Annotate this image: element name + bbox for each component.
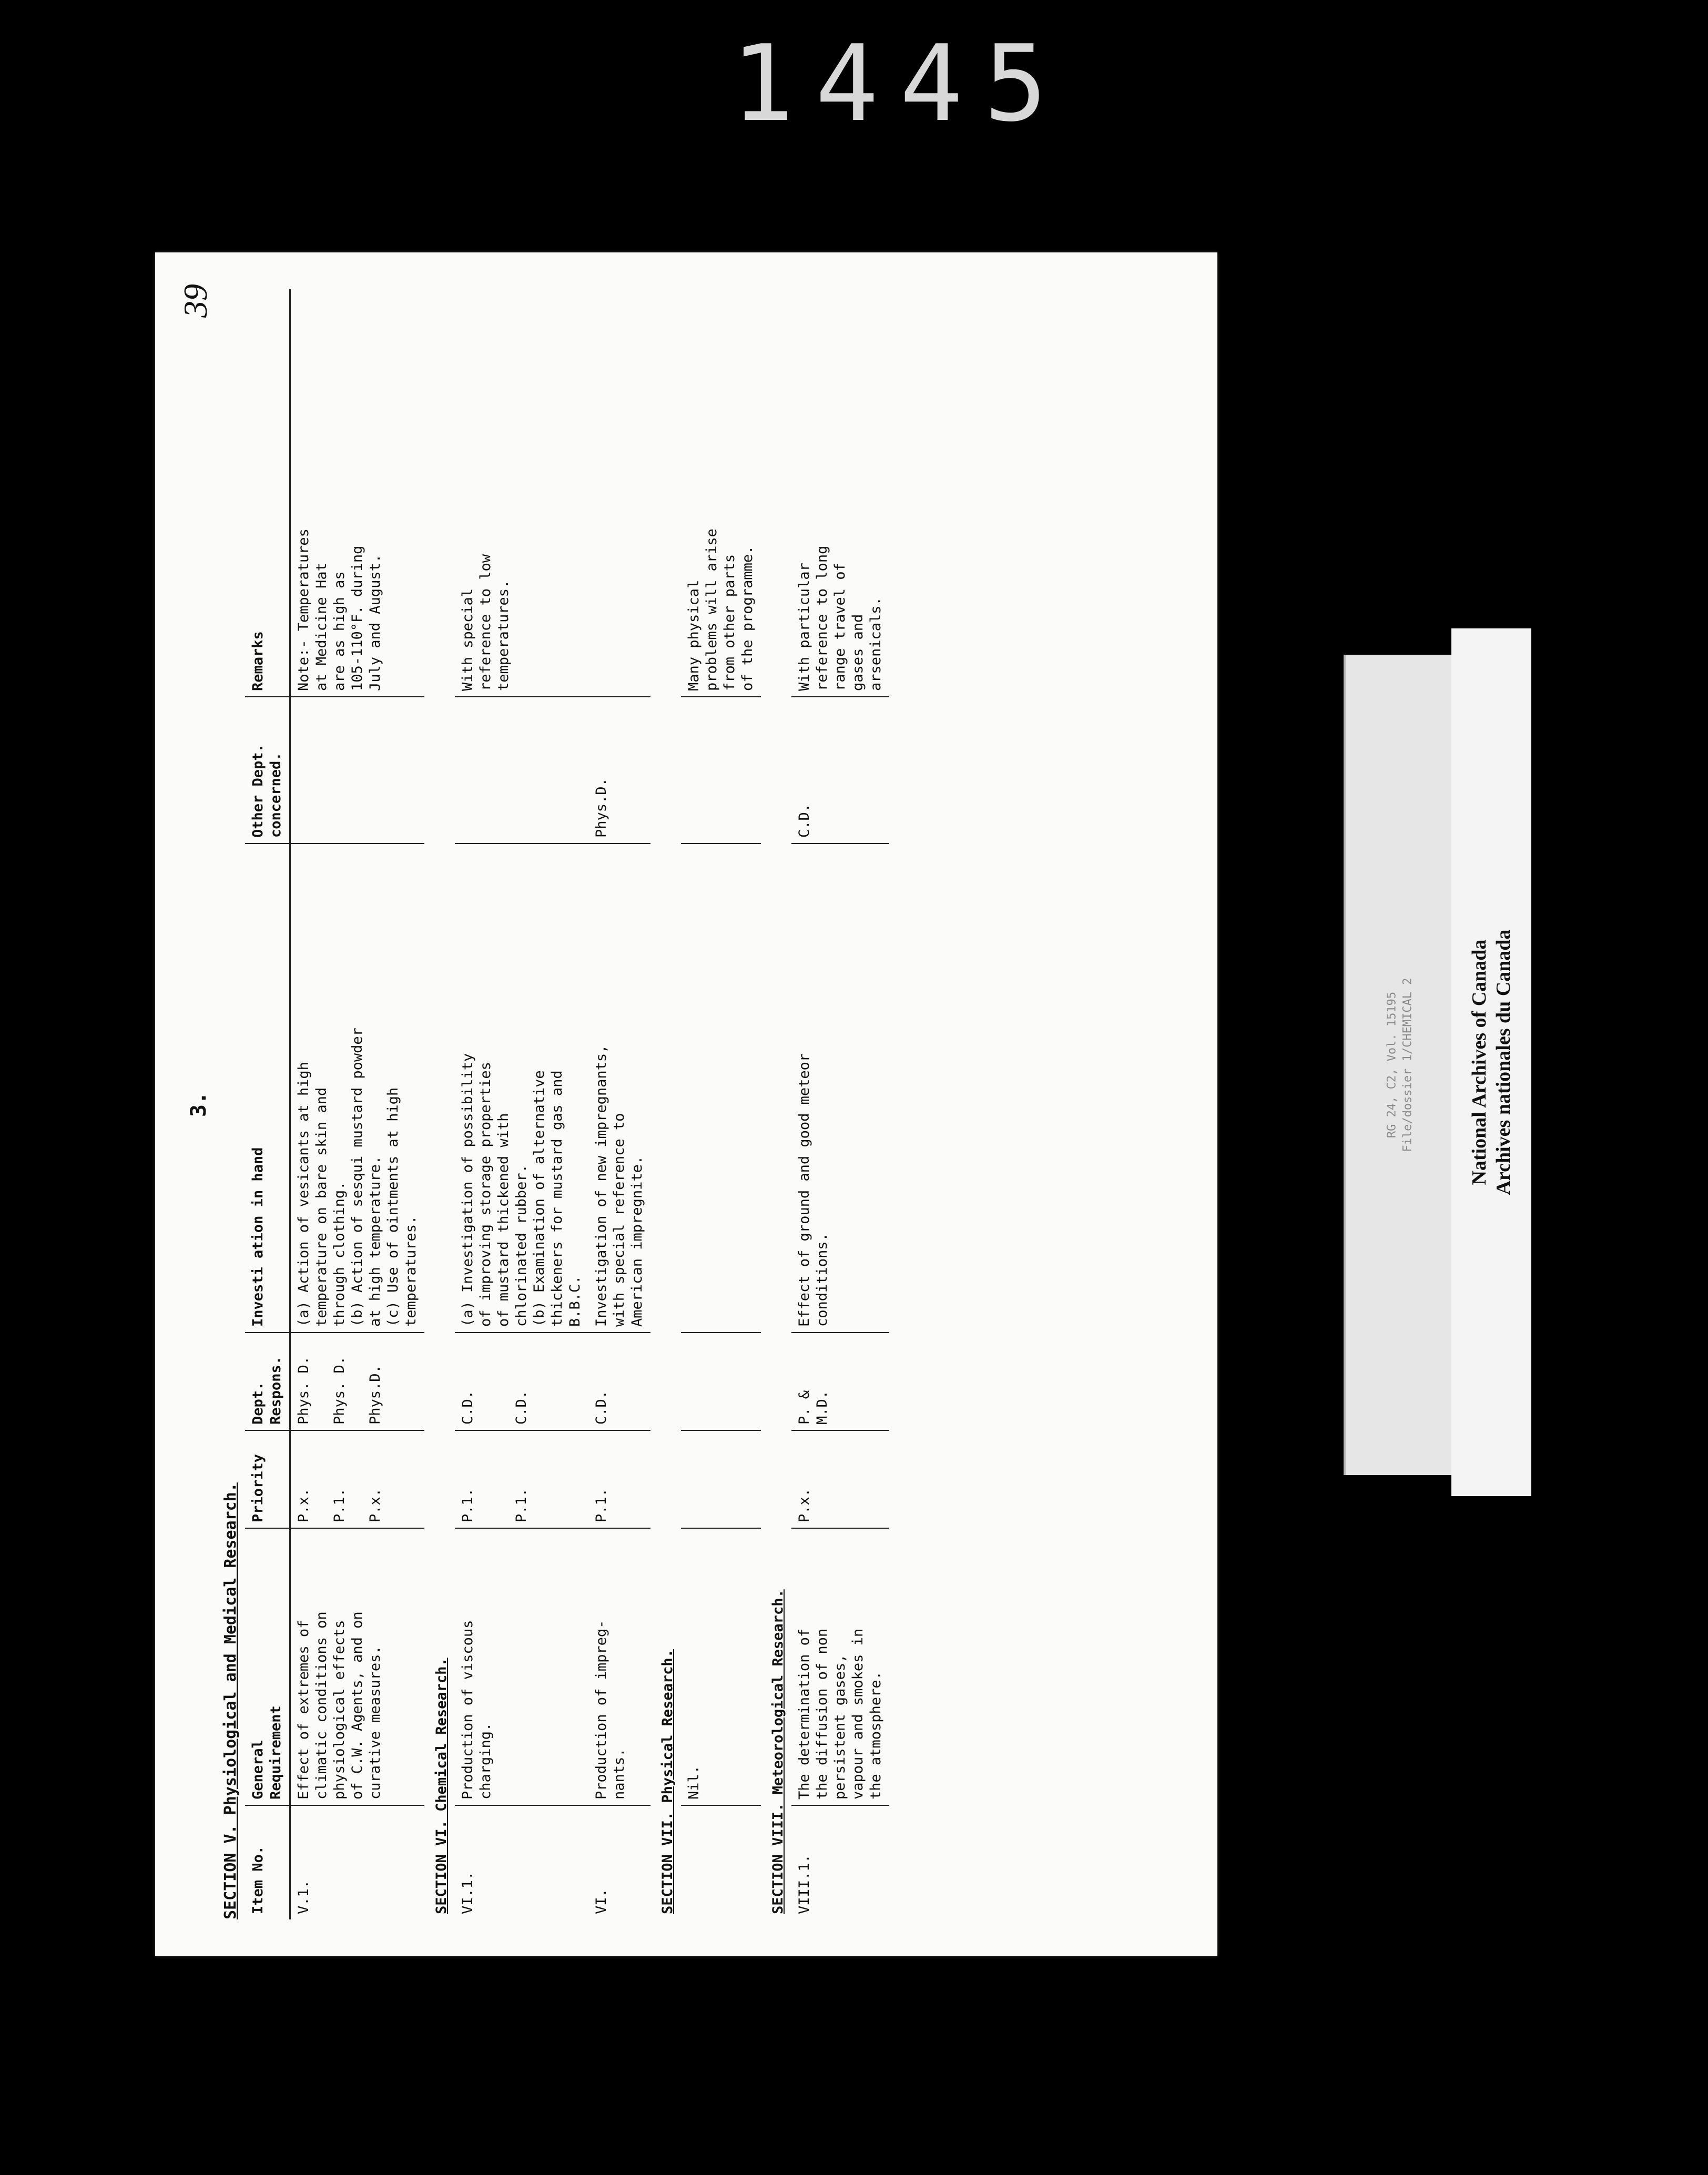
cell-priority: P.x. [791,1430,889,1528]
table-row [588,289,650,1919]
section-row [650,289,681,1919]
table-row [455,289,588,1919]
cell-priority: P.1. [588,1430,650,1528]
cell-priority: P.1. P.1. [455,1430,588,1528]
cell-dept: C.D. C.D. [455,1333,588,1430]
section-title: SECTION V. Physiological and Medical Research. [221,1482,240,1919]
table-row [791,289,889,1919]
cell-dept: C.D. [588,1333,650,1430]
cell-investigation: (a) Investigation of possibility of improving storage properties of mustard thickened with chlorinated rubber. (b) Examination of alternative thickeners for mustard gas and B.B.C. [455,843,588,1333]
archive-reference-strip [1344,655,1453,1475]
archive-name-french: Archives nationales du Canada [1492,929,1514,1195]
header-other-dept: Other Dept. concerned. [245,697,290,843]
section-title: SECTION VII. Physical Research. [659,1649,676,1914]
cell-requirement: The determination of the diffusion of non persistent gases, vapour and smokes in the atmosphere. [791,1528,889,1805]
cell-item: VIII.1. [791,1805,889,1919]
page-number: 3. [187,1091,211,1117]
archive-strip-line-1: RG 24, C2, Vol. 15195 [1385,991,1398,1139]
cell-item [681,1805,761,1919]
cell-requirement: Production of impreg- nants. [588,1528,650,1805]
cell-remarks: Note:- Temperatures at Medicine Hat are as high as 105-110°F. during July and August. [296,528,383,691]
header-investigation: Investi ation in hand [245,843,290,1333]
cell-investigation [681,843,761,1333]
research-program-table [245,289,889,1919]
document-page [155,252,1217,1956]
table-row [681,289,761,1919]
frame-number: 1445 [731,23,1069,145]
header-dept-respons: Dept. Respons. [245,1333,290,1430]
cell-item: VI. [588,1805,650,1919]
cell-requirement: Effect of extremes of climatic conditions on physiological effects of C.W. Agents, and on curative measures. [290,1528,425,1805]
cell-item: VI.1. [455,1805,588,1919]
header-remarks: Remarks [245,289,290,697]
cell-requirement: Nil. [681,1528,761,1805]
archive-label-card [1451,628,1531,1496]
header-item-no: Item No. [245,1805,290,1919]
header-priority: Priority [245,1430,290,1528]
archive-strip-line-2: File/dossier 1/CHEMICAL 2 [1400,978,1414,1152]
cell-remarks: Many physical problems will arise from other parts of the programme. [686,528,756,691]
cell-other-dept: C.D. [791,697,889,843]
document-sheet [155,252,1217,1956]
cell-other-dept [455,697,588,843]
cell-dept [681,1333,761,1430]
cell-dept: Phys. D. Phys. D. Phys.D. [290,1333,425,1430]
cell-other-dept [290,697,425,843]
section-row [424,289,455,1919]
cell-requirement: Production of viscous charging. [455,1528,588,1805]
cell-investigation: Effect of ground and good meteor conditions. [791,843,889,1333]
cell-other-dept [681,697,761,843]
cell-remarks: With special reference to low temperatures. [460,554,512,691]
header-requirement: General Requirement [245,1528,290,1805]
table-header-row [245,289,290,1919]
section-title: SECTION VIII. Meteorological Research. [770,1589,786,1914]
cell-remarks: With particular reference to long range travel of gases and arsenicals. [796,545,884,691]
cell-investigation: (a) Action of vesicants at high temperature on bare skin and through clothing. (b) Action of sesqui mustard powder at high temperature. (c) Use of ointments at high temperatures. [290,843,425,1333]
handwritten-page-number: 39 [177,284,214,318]
cell-item: V.1. [290,1805,425,1919]
cell-priority [681,1430,761,1528]
table-row [290,289,425,1919]
cell-dept: P. & M.D. [791,1333,889,1430]
section-title: SECTION VI. Chemical Research. [433,1658,450,1914]
section-row [761,289,791,1919]
archive-name-english: National Archives of Canada [1468,939,1490,1185]
cell-investigation: Investigation of new impregnants, with special reference to American impregnite. [588,843,650,1333]
cell-other-dept: Phys.D. [588,697,650,843]
cell-priority: P.x. P.1. P.x. [290,1430,425,1528]
cell-remarks [588,289,650,697]
